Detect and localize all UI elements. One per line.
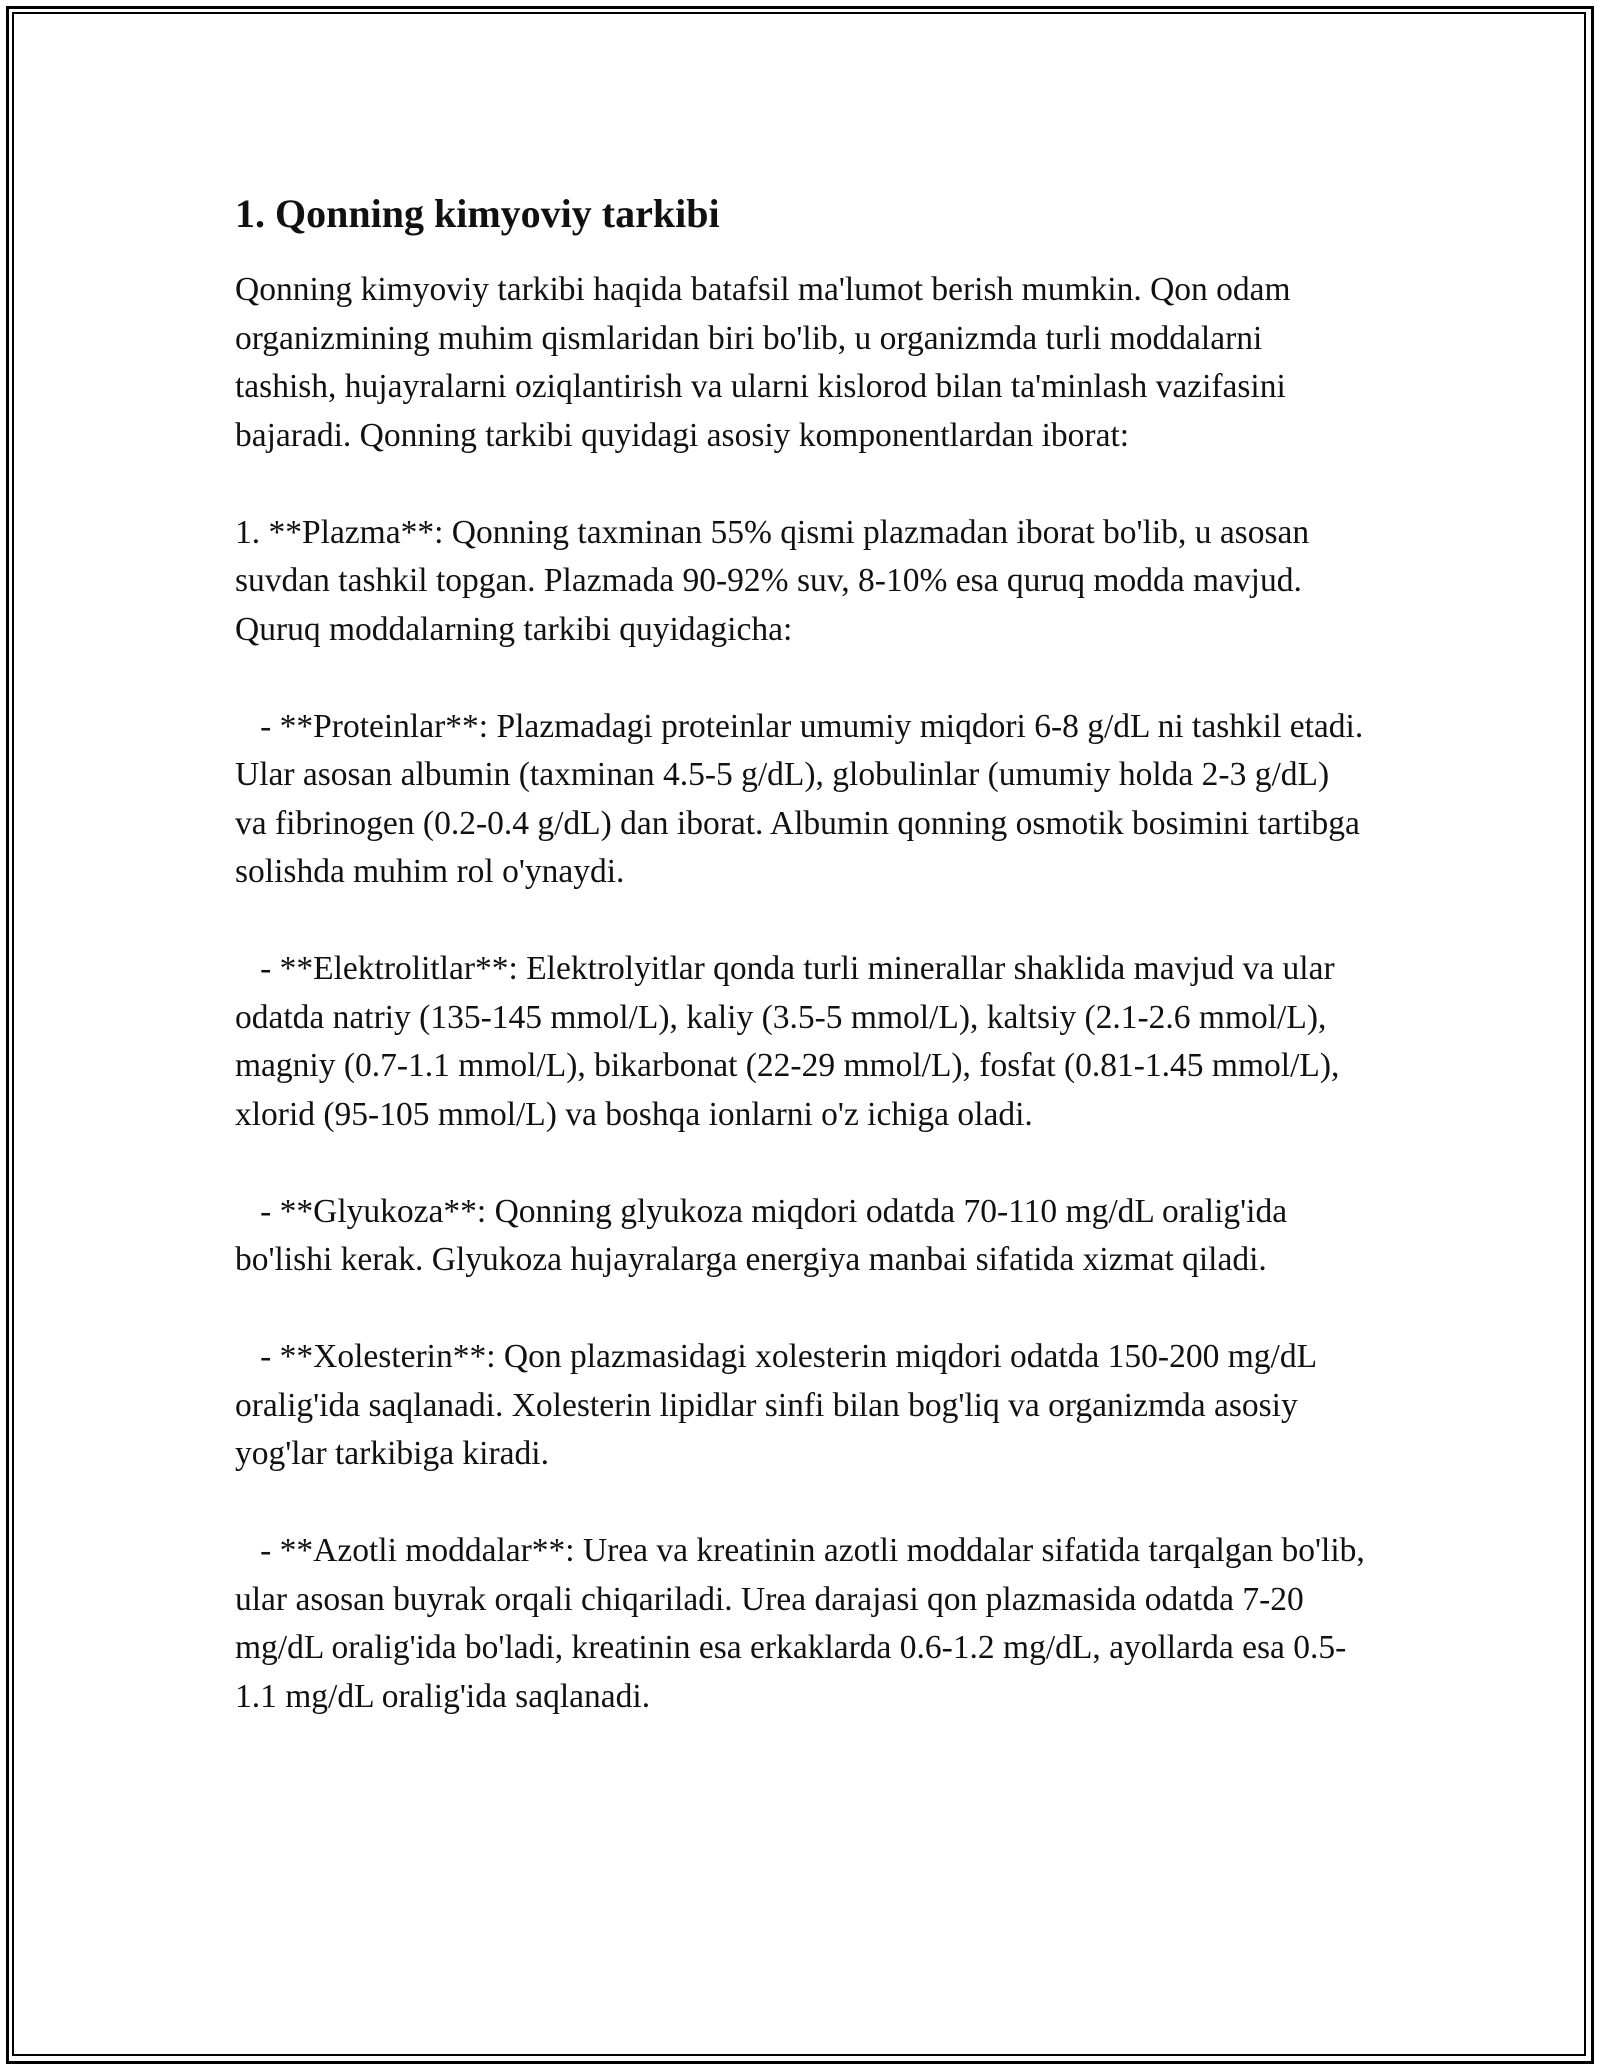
intro-paragraph: Qonning kimyoviy tarkibi haqida batafsil ma'lumot berish mumkin. Qon odam organizmining muhim qismlaridan biri bo'lib, u organizmda turli moddalarni tashish, hujayralarni oziqlantirish va ularni kislorod bilan ta'minlash vazifasini bajaradi. Qonning tarkibi quyidagi asosiy komponentlardan iborat:	[235, 271, 1291, 454]
plasma-paragraph: 1. **Plazma**: Qonning taxminan 55% qismi plazmadan iborat bo'lib, u asosan suvdan tashkil topgan. Plazmada 90-92% suv, 8-10% esa quruq modda mavjud. Quruq moddalarning tarkibi quyidagicha:	[235, 513, 1310, 648]
electrolytes-paragraph: - **Elektrolitlar**: Elektrolyitlar qonda turli minerallar shaklida mavjud va ular odatda natriy (135-145 mmol/L), kaliy (3.5-5 mmol/L), kaltsiy (2.1-2.6 mmol/L), magniy (0.7-1.1 mmol/L), bikarbonat (22-29 mmol/L), fosfat (0.81-1.45 mmol/L), xlorid (95-105 mmol/L) va boshqa ionlarni o'z ichiga oladi.	[235, 950, 1340, 1133]
document-body	[235, 182, 1365, 1770]
nitrogen-compounds-paragraph: - **Azotli moddalar**: Urea va kreatinin azotli moddalar sifatida tarqalgan bo'lib, ular asosan buyrak orqali chiqariladi. Urea darajasi qon plazmasida odatda 7-20 mg/dL oralig'ida bo'ladi, kreatinin esa erkaklarda 0.6-1.2 mg/dL, ayollarda esa 0.5-1.1 mg/dL oralig'ida saqlanadi.	[235, 1532, 1365, 1715]
glucose-paragraph: - **Glyukoza**: Qonning glyukoza miqdori odatda 70-110 mg/dL oralig'ida bo'lishi kerak. Glyukoza hujayralarga energiya manbai sifatida xizmat qiladi.	[235, 1192, 1288, 1278]
proteins-paragraph: - **Proteinlar**: Plazmadagi proteinlar umumiy miqdori 6-8 g/dL ni tashkil etadi. Ular asosan albumin (taxminan 4.5-5 g/dL), globulinlar (umumiy holda 2-3 g/dL) va fibrinogen (0.2-0.4 g/dL) dan iborat. Albumin qonning osmotik bosimini tartibga solishda muhim rol o'ynaydi.	[235, 707, 1364, 890]
section-heading: 1. Qonning kimyoviy tarkibi	[235, 191, 720, 236]
cholesterol-paragraph: - **Xolesterin**: Qon plazmasidagi xolesterin miqdori odatda 150-200 mg/dL oralig'ida saqlanadi. Xolesterin lipidlar sinfi bilan bog'liq va organizmda asosiy yog'lar tarkibiga kiradi.	[235, 1338, 1316, 1472]
